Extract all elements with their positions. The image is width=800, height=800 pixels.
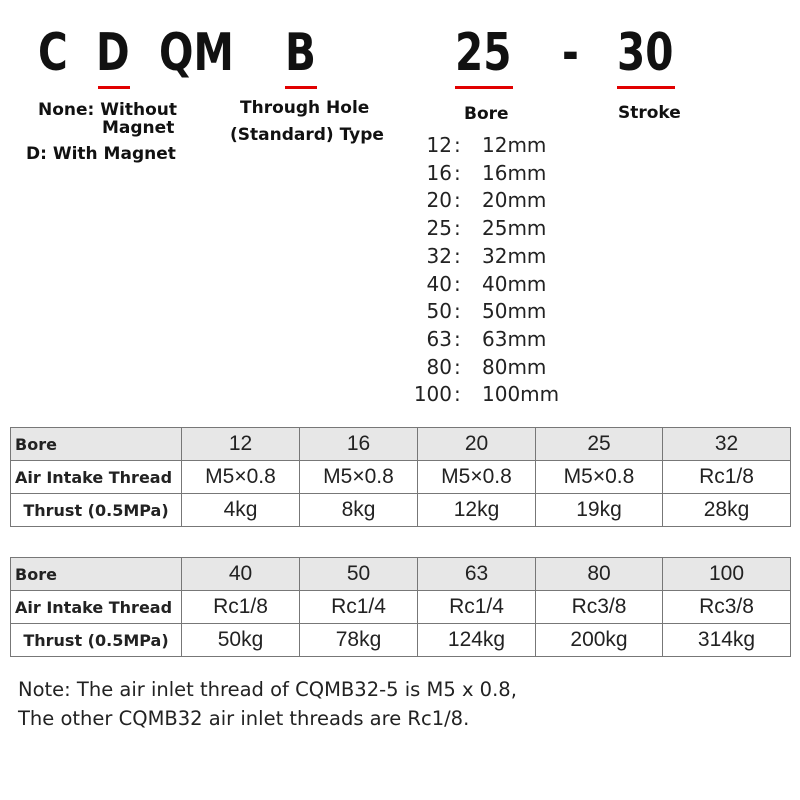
note-text xyxy=(18,675,517,733)
bore-option-code: 32 xyxy=(426,243,452,268)
thread-cell: Rc1/4 xyxy=(418,591,536,624)
thrust-cell: 124kg xyxy=(418,624,536,657)
spec-table-1 xyxy=(10,427,791,527)
thrust-cell: 12kg xyxy=(418,494,536,527)
stroke-label: Stroke xyxy=(618,103,681,123)
code-stroke-30: 30 xyxy=(617,23,674,83)
underline-b xyxy=(285,86,317,89)
bore-cell: 25 xyxy=(536,428,663,461)
bore-option-separator: : xyxy=(454,354,461,379)
thread-cell: Rc1/8 xyxy=(182,591,300,624)
thread-cell: M5×0.8 xyxy=(536,461,663,494)
bore-option-code: 25 xyxy=(426,216,452,241)
bore-cell: 100 xyxy=(663,558,791,591)
row-label-thrust: Thrust (0.5MPa) xyxy=(11,624,182,657)
spec-table-2 xyxy=(10,557,791,657)
bore-option-row xyxy=(412,215,559,243)
bore-option-separator: : xyxy=(454,133,461,157)
bore-option-size: 100mm xyxy=(482,382,560,407)
bore-option-size: 25mm xyxy=(482,216,547,241)
bore-option-code: 63 xyxy=(426,326,452,351)
through-hole-label: Through Hole xyxy=(240,98,370,118)
bore-option-separator: : xyxy=(454,326,461,351)
code-letter-d: D xyxy=(96,23,130,83)
bore-option-row xyxy=(412,187,559,215)
thrust-cell: 78kg xyxy=(300,624,418,657)
thrust-cell: 200kg xyxy=(536,624,663,657)
row-label-bore: Bore xyxy=(11,428,182,461)
bore-option-code: 16 xyxy=(426,160,452,185)
thrust-cell: 4kg xyxy=(182,494,300,527)
bore-option-size: 32mm xyxy=(482,243,547,268)
bore-cell: 80 xyxy=(536,558,663,591)
bore-option-size: 50mm xyxy=(482,299,547,324)
bore-option-size: 63mm xyxy=(482,326,547,351)
bore-option-row xyxy=(412,381,559,409)
bore-option-separator: : xyxy=(454,216,461,241)
bore-option-code: 50 xyxy=(426,299,452,324)
code-letter-qm: QM xyxy=(159,23,234,83)
thread-cell: Rc3/8 xyxy=(663,591,791,624)
thread-cell: M5×0.8 xyxy=(300,461,418,494)
bore-option-row xyxy=(412,271,559,299)
row-label-air-intake-thread: Air Intake Thread xyxy=(11,591,182,624)
bore-option-row xyxy=(412,326,559,354)
table-row-thread xyxy=(11,591,791,624)
bore-option-separator: : xyxy=(454,243,461,268)
bore-options-list xyxy=(412,132,559,409)
bore-option-separator: : xyxy=(454,382,461,407)
table-row-thrust xyxy=(11,624,791,657)
bore-cell: 63 xyxy=(418,558,536,591)
bore-option-code: 12 xyxy=(426,133,452,157)
bore-option-row xyxy=(412,160,559,188)
bore-option-size: 20mm xyxy=(482,188,547,213)
underline-bore xyxy=(455,86,513,89)
underline-stroke xyxy=(617,86,675,89)
magnet-d-label: D: With Magnet xyxy=(26,144,176,164)
thrust-cell: 8kg xyxy=(300,494,418,527)
magnet-none-label: None: Without xyxy=(38,100,177,120)
code-bore-25: 25 xyxy=(455,23,512,83)
bore-cell: 40 xyxy=(182,558,300,591)
row-label-bore: Bore xyxy=(11,558,182,591)
thread-cell: M5×0.8 xyxy=(418,461,536,494)
bore-cell: 50 xyxy=(300,558,418,591)
thrust-cell: 50kg xyxy=(182,624,300,657)
thread-cell: Rc1/8 xyxy=(663,461,791,494)
thrust-cell: 19kg xyxy=(536,494,663,527)
bore-option-separator: : xyxy=(454,271,461,296)
note-line-1: Note: The air inlet thread of CQMB32-5 is M5 x 0.8, xyxy=(18,678,517,701)
thread-cell: Rc1/4 xyxy=(300,591,418,624)
bore-cell: 12 xyxy=(182,428,300,461)
code-letter-b: B xyxy=(285,23,316,83)
table-row-bore xyxy=(11,428,791,461)
table-row-bore xyxy=(11,558,791,591)
bore-option-size: 12mm xyxy=(482,133,547,157)
row-label-air-intake-thread: Air Intake Thread xyxy=(11,461,182,494)
bore-option-size: 16mm xyxy=(482,160,547,185)
table-row-thread xyxy=(11,461,791,494)
bore-cell: 20 xyxy=(418,428,536,461)
thread-cell: Rc3/8 xyxy=(536,591,663,624)
bore-label: Bore xyxy=(464,104,509,124)
bore-option-row xyxy=(412,243,559,271)
underline-d xyxy=(98,86,130,89)
table-row-thrust xyxy=(11,494,791,527)
bore-option-separator: : xyxy=(454,160,461,185)
bore-option-separator: : xyxy=(454,299,461,324)
thrust-cell: 28kg xyxy=(663,494,791,527)
bore-option-separator: : xyxy=(454,188,461,213)
row-label-thrust: Thrust (0.5MPa) xyxy=(11,494,182,527)
note-line-2: The other CQMB32 air inlet threads are Rc1/8. xyxy=(18,707,470,730)
magnet-none-label-cont: Magnet xyxy=(102,118,175,138)
thrust-cell: 314kg xyxy=(663,624,791,657)
code-dash: - xyxy=(562,23,579,83)
bore-cell: 16 xyxy=(300,428,418,461)
bore-option-code: 20 xyxy=(426,188,452,213)
bore-option-size: 80mm xyxy=(482,354,547,379)
bore-option-row xyxy=(412,354,559,382)
through-hole-type-label: (Standard) Type xyxy=(230,125,384,145)
bore-option-code: 100 xyxy=(413,382,452,407)
bore-option-size: 40mm xyxy=(482,271,547,296)
bore-option-row xyxy=(412,298,559,326)
bore-option-code: 40 xyxy=(426,271,452,296)
thread-cell: M5×0.8 xyxy=(182,461,300,494)
bore-option-row xyxy=(412,132,559,160)
bore-option-code: 80 xyxy=(426,354,452,379)
bore-cell: 32 xyxy=(663,428,791,461)
code-letter-c: C xyxy=(38,23,68,83)
